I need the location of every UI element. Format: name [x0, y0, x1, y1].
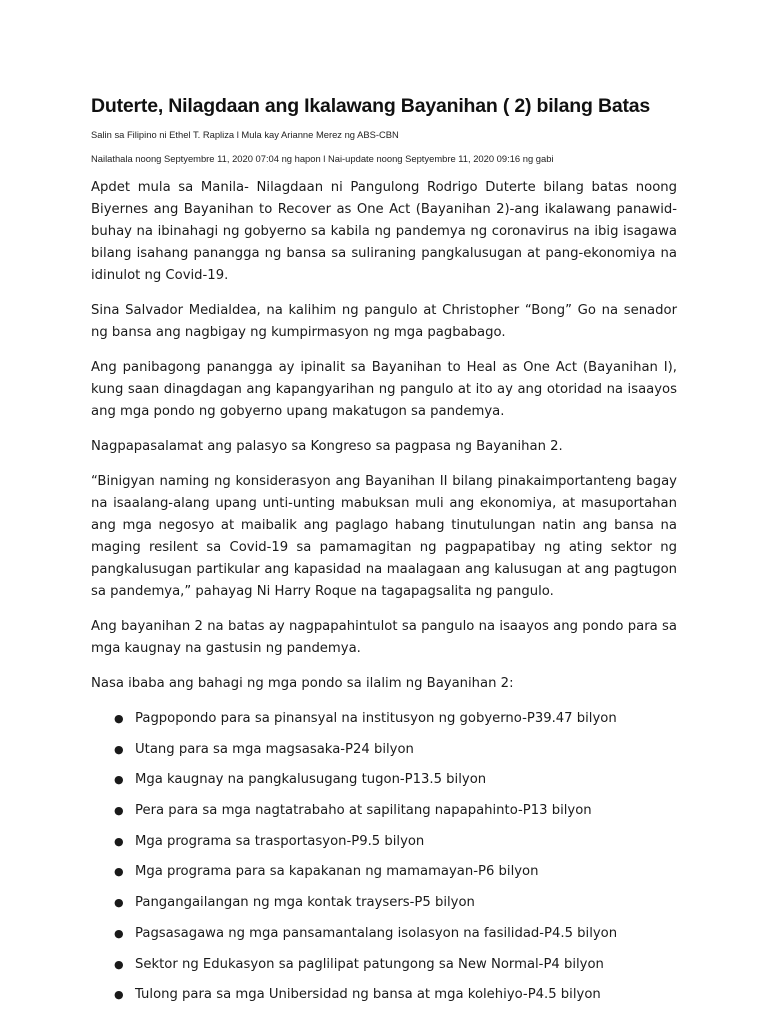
list-item — [91, 800, 677, 822]
paragraph-intro: Apdet mula sa Manila- Nilagdaan ni Pangulong Rodrigo Duterte bilang batas noong Biyernes ang Bayanihan to Recover as One Act (Bayanihan 2)-ang ikalawang panawid-buhay na ibinahagi ng gobyerno sa kabila ng pandemya ng coronavirus na ibig isagawa bilang isahang panangga ng bansa sa suliraning pangkalusugan at pang-ekonomiya na idinulot ng Covid-19. — [91, 180, 677, 283]
list-item — [91, 923, 677, 945]
list-item — [91, 769, 677, 791]
bullet-icon: ● — [114, 988, 124, 1002]
paragraph-confirmation: Sina Salvador Medialdea, na kalihim ng pangulo at Christopher “Bong” Go na senador ng bansa ang nagbigay ng kumpirmasyon ng mga pagbabago. — [91, 303, 677, 340]
document-page — [91, 92, 677, 1015]
bullet-icon: ● — [114, 712, 124, 725]
fund-item-text: Sektor ng Edukasyon sa paglilipat patungong sa New Normal-P4 bilyon — [135, 956, 604, 972]
list-item — [91, 861, 677, 883]
bullet-icon: ● — [114, 742, 124, 756]
fund-item-text: Mga programa para sa kapakanan ng mamamayan-P6 bilyon — [135, 864, 539, 880]
fund-item-text: Pera para sa mga nagtatrabaho at sapilitang napapahinto-P13 bilyon — [135, 803, 592, 819]
list-item — [91, 954, 677, 976]
paragraph-funds-intro: Nasa ibaba ang bahagi ng mga pondo sa ilalim ng Bayanihan 2: — [91, 676, 514, 691]
list-item — [91, 892, 677, 914]
list-item — [91, 739, 677, 761]
bullet-icon: ● — [114, 804, 124, 818]
bullet-icon: ● — [114, 773, 124, 787]
paragraph-bayanihan-one: Ang panibagong panangga ay ipinalit sa Bayanihan to Heal as One Act (Bayanihan I), kung saan dinagdagan ang kapangyarihan ng pangulo at ito ay ang otoridad na isaayos ang mga pondo ng gobyerno upang makatugon sa pandemya. — [91, 360, 677, 419]
article-byline: Salin sa Filipino ni Ethel T. Rapliza l Mula kay Arianne Merez ng ABS-CBN — [91, 129, 399, 140]
bullet-icon: ● — [114, 865, 124, 879]
bullet-icon: ● — [114, 957, 124, 971]
bullet-icon: ● — [114, 926, 124, 940]
list-item — [91, 708, 677, 730]
fund-item-text: Mga kaugnay na pangkalusugang tugon-P13.5 bilyon — [135, 772, 487, 788]
fund-item-text: Pagpopondo para sa pinansyal na institusyon ng gobyerno-P39.47 bilyon — [135, 711, 617, 726]
list-item — [91, 984, 677, 1006]
fund-item-text: Tulong para sa mga Unibersidad ng bansa at mga kolehiyo-P4.5 bilyon — [135, 987, 601, 1003]
fund-item-text: Pagsasagawa ng mga pansamantalang isolasyon na fasilidad-P4.5 bilyon — [135, 925, 618, 941]
article-title: Duterte, Nilagdaan ang Ikalawang Bayanihan ( 2) bilang Batas — [91, 95, 651, 117]
bullet-icon: ● — [114, 834, 124, 848]
fund-item-text: Pangangailangan ng mga kontak traysers-P5 bilyon — [135, 895, 475, 911]
paragraph-authority: Ang bayanihan 2 na batas ay nagpapahintulot sa pangulo na isaayos ang pondo para sa mga kaugnay na gastusin ng pandemya. — [91, 619, 677, 656]
funds-list — [91, 708, 677, 1006]
paragraph-thanks: Nagpapasalamat ang palasyo sa Kongreso sa pagpasa ng Bayanihan 2. — [91, 439, 563, 454]
fund-item-text: Mga programa sa trasportasyon-P9.5 bilyon — [135, 833, 425, 849]
fund-item-text: Utang para sa mga magsasaka-P24 bilyon — [135, 741, 414, 757]
article-dateline: Nailathala noong Septyembre 11, 2020 07:04 ng hapon l Nai-update noong Septyembre 11, 2020 09:16 ng gabi — [91, 153, 554, 164]
paragraph-quote: “Binigyan naming ng konsiderasyon ang Bayanihan II bilang pinakaimportanteng bagay na isaalang-alang upang unti-unting mabuksan muli ang ekonomiya, at masuportahan ang mga negosyo at maibalik ang paglago habang tinutulungan natin ang bansa na maging resilent sa Covid-19 sa pamamagitan ng pagpapatibay ng ating sektor ng pangkalusugan partikular ang kapasidad na maalagaan ang kalusugan at ang pagtugon sa pandemya,” pahayag Ni Harry Roque na tagapagsalita ng pangulo. — [91, 474, 677, 599]
bullet-icon: ● — [114, 896, 124, 910]
list-item — [91, 831, 677, 853]
